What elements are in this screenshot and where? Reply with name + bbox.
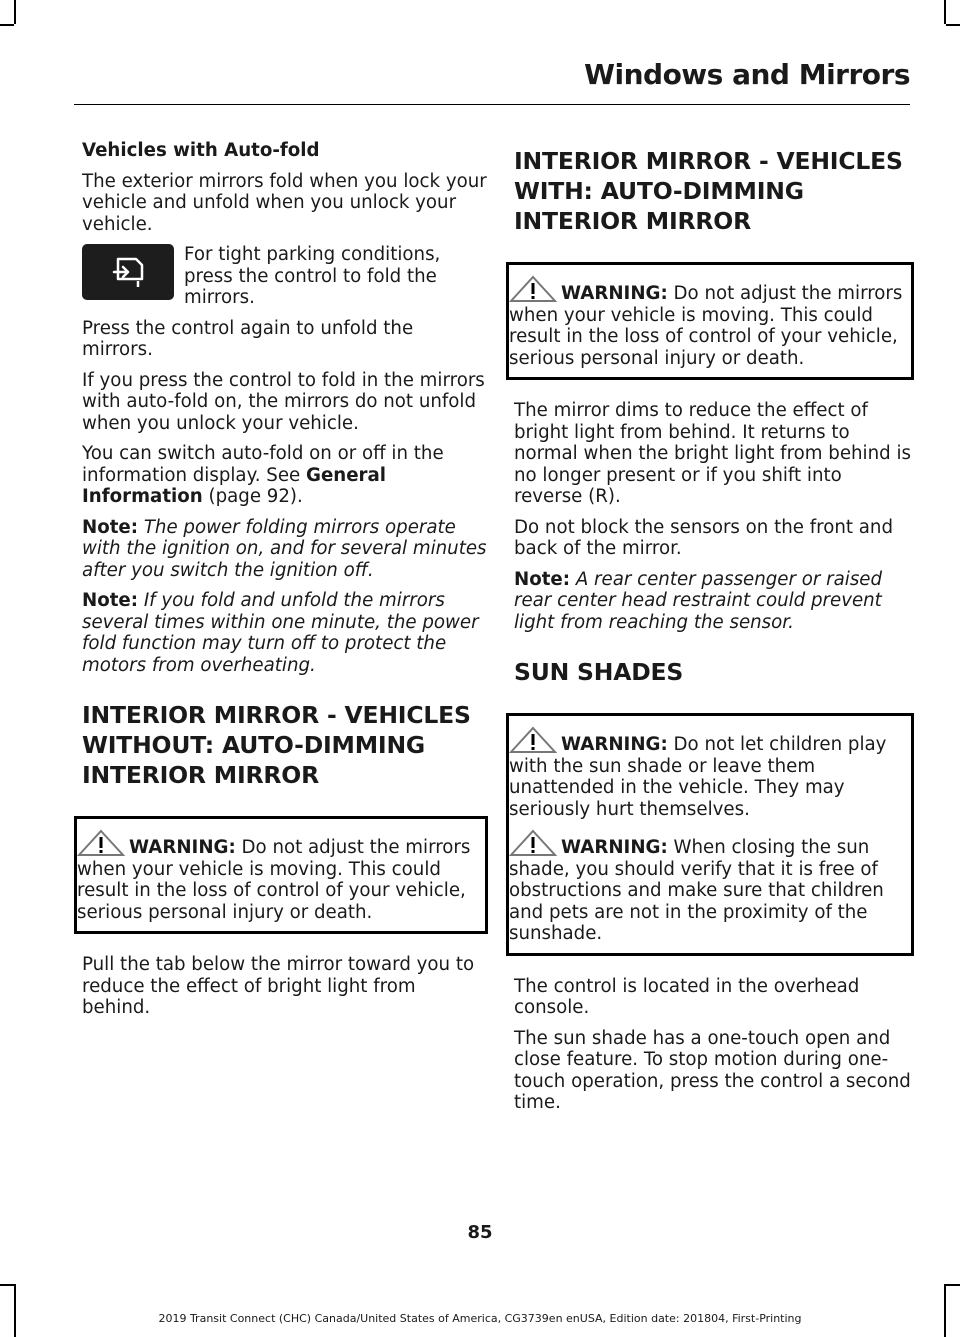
warning-triangle-icon (509, 726, 561, 754)
paragraph: The mirror dims to reduce the effect of bright light from behind. It returns to normal when the bright light from behind is no longer present or if you shift into reverse (R). (514, 400, 911, 507)
crop-mark (14, 1284, 16, 1337)
right-column (509, 140, 914, 1123)
crop-mark (946, 24, 960, 26)
warning-text: When closing the sun shade, you should verify that it is free of obstructions and make sure that children and pets are not in the proximity of the sunshade. (509, 837, 884, 944)
paragraph: The sun shade has a one-touch open and close feature. To stop motion during one-touch operation, press the control a second time. (514, 1027, 911, 1113)
warning-box (74, 816, 488, 934)
paragraph: If you press the control to fold in the mirrors with auto-fold on, the mirrors do not unfold when you unlock your vehicle. (82, 369, 485, 434)
warning (509, 829, 905, 945)
warning (77, 829, 479, 923)
note (514, 569, 914, 634)
note-label: Note: (514, 568, 571, 590)
note-label: Note: (82, 516, 139, 538)
mirror-fold-icon (82, 244, 174, 300)
crop-mark (944, 0, 946, 24)
warning-triangle-icon (77, 829, 129, 857)
page-number: 85 (467, 1222, 493, 1243)
header-rule (74, 104, 910, 105)
paragraph (82, 443, 488, 508)
section-heading: INTERIOR MIRROR - VEHICLES WITHOUT: AUTO-DIMMING INTERIOR MIRROR (82, 701, 471, 789)
icon-row (82, 244, 488, 309)
paragraph: Press the control again to unfold the mirrors. (82, 317, 414, 360)
text: You can switch auto-fold on or off in the information display. See (82, 443, 444, 486)
warning-box (506, 262, 914, 380)
warning (509, 726, 905, 820)
paragraph: The control is located in the overhead console. (514, 975, 860, 1018)
icon-description: For tight parking conditions, press the control to fold the mirrors. (184, 244, 441, 308)
edition-info: 2019 Transit Connect (CHC) Canada/United States of America, CG3739en enUSA, Edition date: 201804, First-Printing (158, 1312, 802, 1325)
crop-mark (0, 1284, 14, 1286)
crop-mark (946, 1284, 960, 1286)
warning-text: Do not adjust the mirrors when your vehicle is moving. This could result in the loss of control of your vehicle, serious personal injury or death. (77, 837, 471, 923)
paragraph: Do not block the sensors on the front and back of the mirror. (514, 516, 894, 559)
warning-text: Do not let children play with the sun shade or leave them unattended in the vehicle. They may seriously hurt themselves. (509, 734, 887, 820)
paragraph: Pull the tab below the mirror toward you to reduce the effect of bright light from behind. (82, 954, 475, 1018)
warning-label: WARNING: (129, 837, 236, 858)
section-heading: INTERIOR MIRROR - VEHICLES WITH: AUTO-DIMMING INTERIOR MIRROR (514, 147, 903, 235)
crop-mark (944, 1284, 946, 1337)
section-heading: SUN SHADES (514, 658, 684, 686)
warning-label: WARNING: (561, 734, 668, 755)
note-text: The power folding mirrors operate with the ignition on, and for several minutes after you switch the ignition off. (82, 516, 487, 581)
warning (509, 275, 905, 369)
note-text: If you fold and unfold the mirrors several times within one minute, the power fold function may turn off to protect the motors from overheating. (82, 590, 479, 676)
text: (page 92). (202, 486, 303, 507)
left-column (77, 140, 488, 1028)
note (82, 590, 488, 676)
note (82, 517, 488, 582)
warning-label: WARNING: (561, 283, 668, 304)
warning-box (506, 713, 914, 956)
warning-text: Do not adjust the mirrors when your vehicle is moving. This could result in the loss of control of your vehicle, serious personal injury or death. (509, 283, 903, 369)
warning-triangle-icon (509, 829, 561, 857)
warning-label: WARNING: (561, 837, 668, 858)
subheading-auto-fold: Vehicles with Auto-fold (82, 140, 320, 161)
note-label: Note: (82, 590, 139, 611)
note-text: A rear center passenger or raised rear center head restraint could prevent light from reaching the sensor. (514, 568, 883, 633)
crop-mark (14, 0, 16, 24)
page-title: Windows and Mirrors (584, 58, 910, 91)
warning-triangle-icon (509, 275, 561, 303)
crop-mark (0, 24, 14, 26)
cross-reference-link[interactable]: General Information (82, 464, 387, 507)
paragraph: The exterior mirrors fold when you lock your vehicle and unfold when you unlock your vehicle. (82, 170, 487, 235)
